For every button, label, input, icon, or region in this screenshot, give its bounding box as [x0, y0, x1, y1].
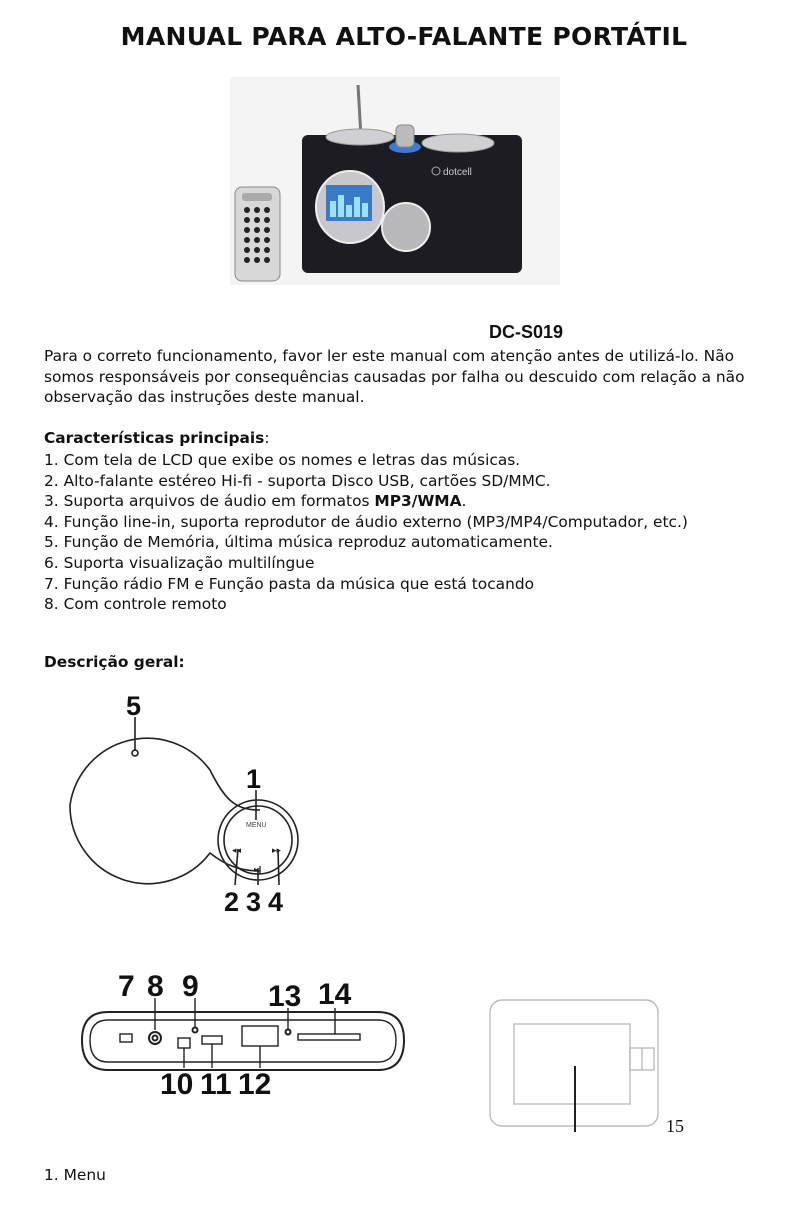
next-icon: ▸▸ [272, 846, 282, 856]
feature-item: 1. Com tela de LCD que exibe os nomes e letras das músicas. [44, 451, 521, 469]
feature-item: 2. Alto-falante estéreo Hi-fi - suporta Disco USB, cartões SD/MMC. [44, 471, 551, 490]
callout-2: 2 [224, 887, 240, 917]
previous-icon: ◂◂ [232, 846, 242, 856]
description-heading: Descrição geral: [44, 653, 185, 671]
brand-logo: dotcell [443, 167, 472, 178]
callout-12: 12 [238, 1068, 272, 1098]
features-heading: Características principais: [44, 429, 270, 447]
callout-7: 7 [118, 970, 135, 1003]
features-list [44, 450, 784, 615]
callout-14: 14 [318, 978, 352, 1011]
callout-3: 3 [246, 887, 262, 917]
product-photo [230, 77, 560, 285]
menu-label: MENU [246, 822, 267, 829]
feature-item: 3. Suporta arquivos de áudio em formatos MP3/WMA. [44, 492, 467, 511]
callout-10: 10 [160, 1068, 194, 1098]
front-panel-diagram [60, 685, 310, 920]
callout-5: 5 [126, 691, 142, 721]
feature-item: 8. Com controle remoto [44, 595, 227, 614]
play-pause-icon: ▸‖ [254, 865, 263, 874]
callout-9: 9 [182, 970, 199, 1003]
callout-11: 11 [200, 1068, 232, 1098]
intro-paragraph: Para o correto funcionamento, favor ler este manual com atenção antes de utilizá-lo. Não somos responsáveis por consequências causadas por falha ou descuido com relação a não observação das instruções deste manual. [44, 347, 745, 407]
model-number: DC-S019 [489, 322, 564, 342]
remote-control-image [235, 187, 280, 281]
callout-8: 8 [147, 970, 164, 1003]
feature-item: 7. Função rádio FM e Função pasta da música que está tocando [44, 574, 535, 593]
feature-item: 4. Função line-in, suporta reprodutor de áudio externo (MP3/MP4/Computador, etc.) [44, 512, 688, 531]
page-number: 15 [666, 1116, 684, 1136]
document-title: MANUAL PARA ALTO-FALANTE PORTÁTIL [120, 22, 688, 51]
feature-item: 6. Suporta visualização multilíngue [44, 553, 315, 572]
footer-list-item: 1. Menu [44, 1166, 106, 1184]
callout-1: 1 [246, 764, 262, 794]
callout-13: 13 [268, 980, 302, 1013]
speaker-image [302, 125, 522, 273]
side-panel-diagram [78, 968, 414, 1098]
callout-4: 4 [268, 887, 284, 917]
card-slot-diagram [488, 998, 663, 1138]
feature-item: 5. Função de Memória, última música reproduz automaticamente. [44, 533, 553, 552]
